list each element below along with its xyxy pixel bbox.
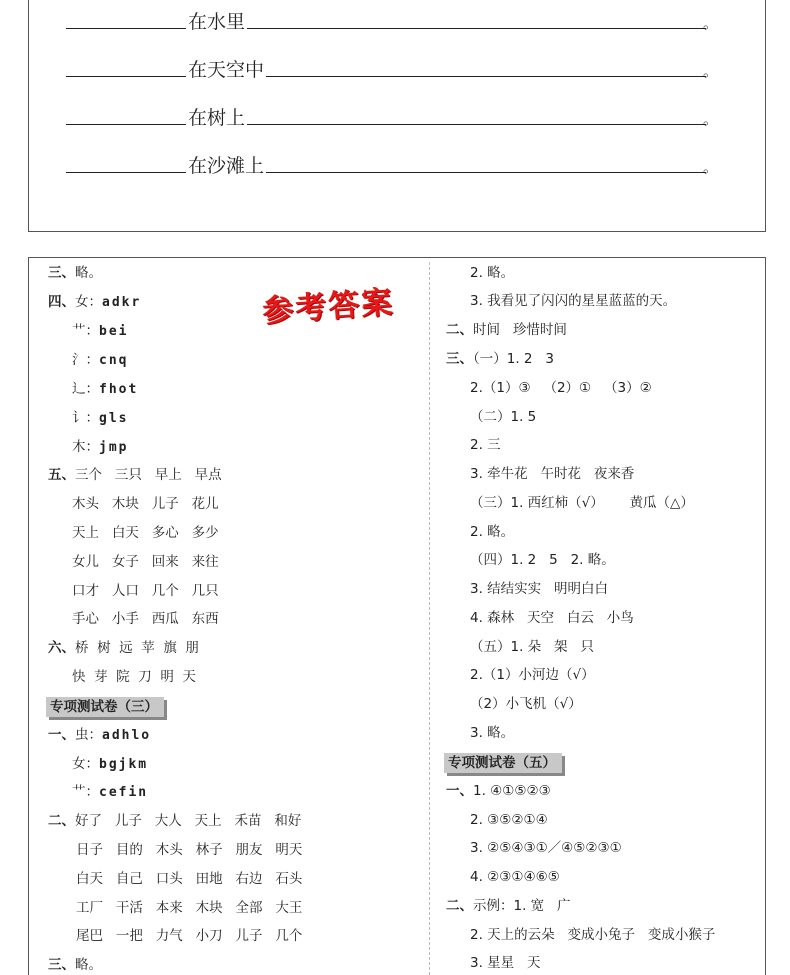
period: 。 [702, 158, 718, 176]
fill-prompt: 在树上 [188, 107, 246, 129]
fill-row [66, 100, 718, 130]
answer-text: 桥 树 远 苹 旗 朋 [75, 640, 199, 656]
period: 。 [702, 110, 718, 128]
section-label: 二、 [48, 813, 75, 829]
answer-line: 2.（1）小河边（√） [470, 667, 595, 683]
letter-answer: bei [99, 324, 129, 339]
answer-text: 时间 珍惜时间 [473, 322, 567, 338]
answer-line: 天上 白天 多心 多少 [72, 525, 219, 541]
answer-line [72, 351, 128, 370]
answer-blank[interactable] [66, 124, 186, 125]
radical-label: 辶： [72, 381, 99, 397]
answer-line [72, 783, 148, 802]
answer-line: 2. 略。 [470, 265, 515, 281]
section-header: 专项测试卷（三） [46, 697, 164, 717]
answer-line: 3. 结结实实 明明白白 [470, 581, 609, 597]
answer-text: 示例：1. 宽 广 [473, 898, 571, 914]
section-label: 四、 [48, 294, 75, 310]
section-label: 三、 [48, 957, 75, 973]
answer-line: 3. 星星 天 [470, 955, 541, 971]
answer-line: 手心 小手 西瓜 东西 [72, 611, 219, 627]
section-label: 一、 [446, 783, 473, 799]
section-label: 五、 [48, 467, 75, 483]
fill-row [66, 148, 718, 178]
answer-text: 好了 儿子 大人 天上 禾苗 和好 [75, 813, 302, 829]
answer-key-stamp: 参考答案 [261, 284, 396, 330]
letter-answer: bgjkm [99, 757, 149, 772]
answer-blank[interactable] [266, 172, 706, 173]
answer-line [48, 726, 151, 745]
answer-line: 3. ②⑤④③①／④⑤②③① [470, 840, 622, 856]
answer-line: 2. 三 [470, 437, 501, 453]
section-label: 一、 [48, 727, 75, 743]
answer-line: （三）1. 西红柿（√） 黄瓜（△） [470, 495, 694, 511]
answer-text: 1. ④①⑤②③ [473, 783, 551, 799]
section-label: 六、 [48, 640, 75, 656]
radical-label: 氵： [72, 352, 99, 368]
answer-blank[interactable] [66, 76, 186, 77]
answer-line [446, 782, 551, 800]
radical-label: 艹： [72, 784, 99, 800]
answer-line [446, 897, 571, 915]
answer-text: 三个 三只 早上 早点 [75, 467, 222, 483]
radical-label: 女： [72, 756, 99, 772]
letter-answer: jmp [99, 440, 129, 455]
answer-line: 木头 木块 儿子 花儿 [72, 496, 219, 512]
answer-line [48, 264, 102, 282]
answer-line: （五）1. 朵 架 只 [470, 639, 594, 655]
answer-line: 尾巴 一把 力气 小刀 儿子 几个 [76, 928, 303, 944]
answer-blank[interactable] [247, 124, 706, 125]
answer-line: （四）1. 2 5 2. 略。 [470, 552, 615, 568]
answer-line: 3. 略。 [470, 725, 515, 741]
answer-line: 3. 牵牛花 午时花 夜来香 [470, 466, 635, 482]
answer-line [48, 956, 102, 974]
period: 。 [702, 14, 718, 32]
answer-line [446, 321, 567, 339]
answer-line: 4. 森林 天空 白云 小鸟 [470, 610, 634, 626]
answer-line [72, 380, 138, 399]
section-header: 专项测试卷（五） [444, 753, 562, 773]
answer-line: 工厂 干活 本来 木块 全部 大王 [76, 900, 303, 916]
answer-line [48, 466, 222, 484]
fill-row [66, 52, 718, 82]
answer-line: （二）1. 5 [470, 409, 537, 425]
answer-line: 2.（1）③ （2）① （3）② [470, 380, 652, 396]
answer-line [72, 322, 128, 341]
fill-prompt: 在水里 [188, 11, 246, 33]
answer-line: 快 芽 院 刀 明 天 [72, 669, 196, 685]
answer-text: 略。 [75, 957, 102, 973]
answer-text: （一）1. 2 3 [473, 351, 554, 367]
radical-label: 讠： [72, 410, 99, 426]
answer-blank[interactable] [266, 76, 706, 77]
answer-line: 2. 略。 [470, 524, 515, 540]
letter-answer: gls [99, 411, 129, 426]
answer-line: 3. 我看见了闪闪的星星蓝蓝的天。 [470, 293, 677, 309]
answer-line: 日子 目的 木头 林子 朋友 明天 [76, 842, 303, 858]
answer-line [72, 438, 128, 457]
section-label: 三、 [446, 351, 473, 367]
period: 。 [702, 62, 718, 80]
radical-label: 虫： [75, 727, 102, 743]
answer-blank[interactable] [247, 28, 706, 29]
fill-prompt: 在沙滩上 [188, 155, 265, 177]
answer-line [72, 409, 128, 428]
letter-answer: cefin [99, 785, 149, 800]
answer-line: 2. 天上的云朵 变成小兔子 变成小猴子 [470, 927, 716, 943]
section-label: 二、 [446, 322, 473, 338]
letter-answer: cnq [99, 353, 129, 368]
answer-line: 女儿 女子 回来 来往 [72, 554, 219, 570]
answer-line: 4. ②③①④⑥⑤ [470, 869, 560, 885]
radical-label: 女： [75, 294, 102, 310]
answer-blank[interactable] [66, 28, 186, 29]
letter-answer: fhot [99, 382, 139, 397]
answer-line [72, 755, 148, 774]
letter-answer: adkr [102, 295, 142, 310]
radical-label: 艹： [72, 323, 99, 339]
section-label: 二、 [446, 898, 473, 914]
answer-line: 口才 人口 几个 几只 [72, 583, 219, 599]
section-label: 三、 [48, 265, 75, 281]
answer-line [48, 293, 141, 312]
answer-text: 略。 [75, 265, 102, 281]
column-divider [429, 262, 430, 975]
letter-answer: adhlo [102, 728, 152, 743]
answer-line: （2）小飞机（√） [470, 696, 582, 712]
answer-line: 白天 自己 口头 田地 右边 石头 [76, 871, 303, 887]
answer-line [48, 639, 199, 657]
answer-line [48, 812, 301, 830]
answer-blank[interactable] [66, 172, 186, 173]
answer-line [446, 350, 554, 368]
answer-line: 2. ③⑤②①④ [470, 812, 548, 828]
fill-row [66, 4, 718, 34]
fill-prompt: 在天空中 [188, 59, 265, 81]
radical-label: 木： [72, 439, 99, 455]
